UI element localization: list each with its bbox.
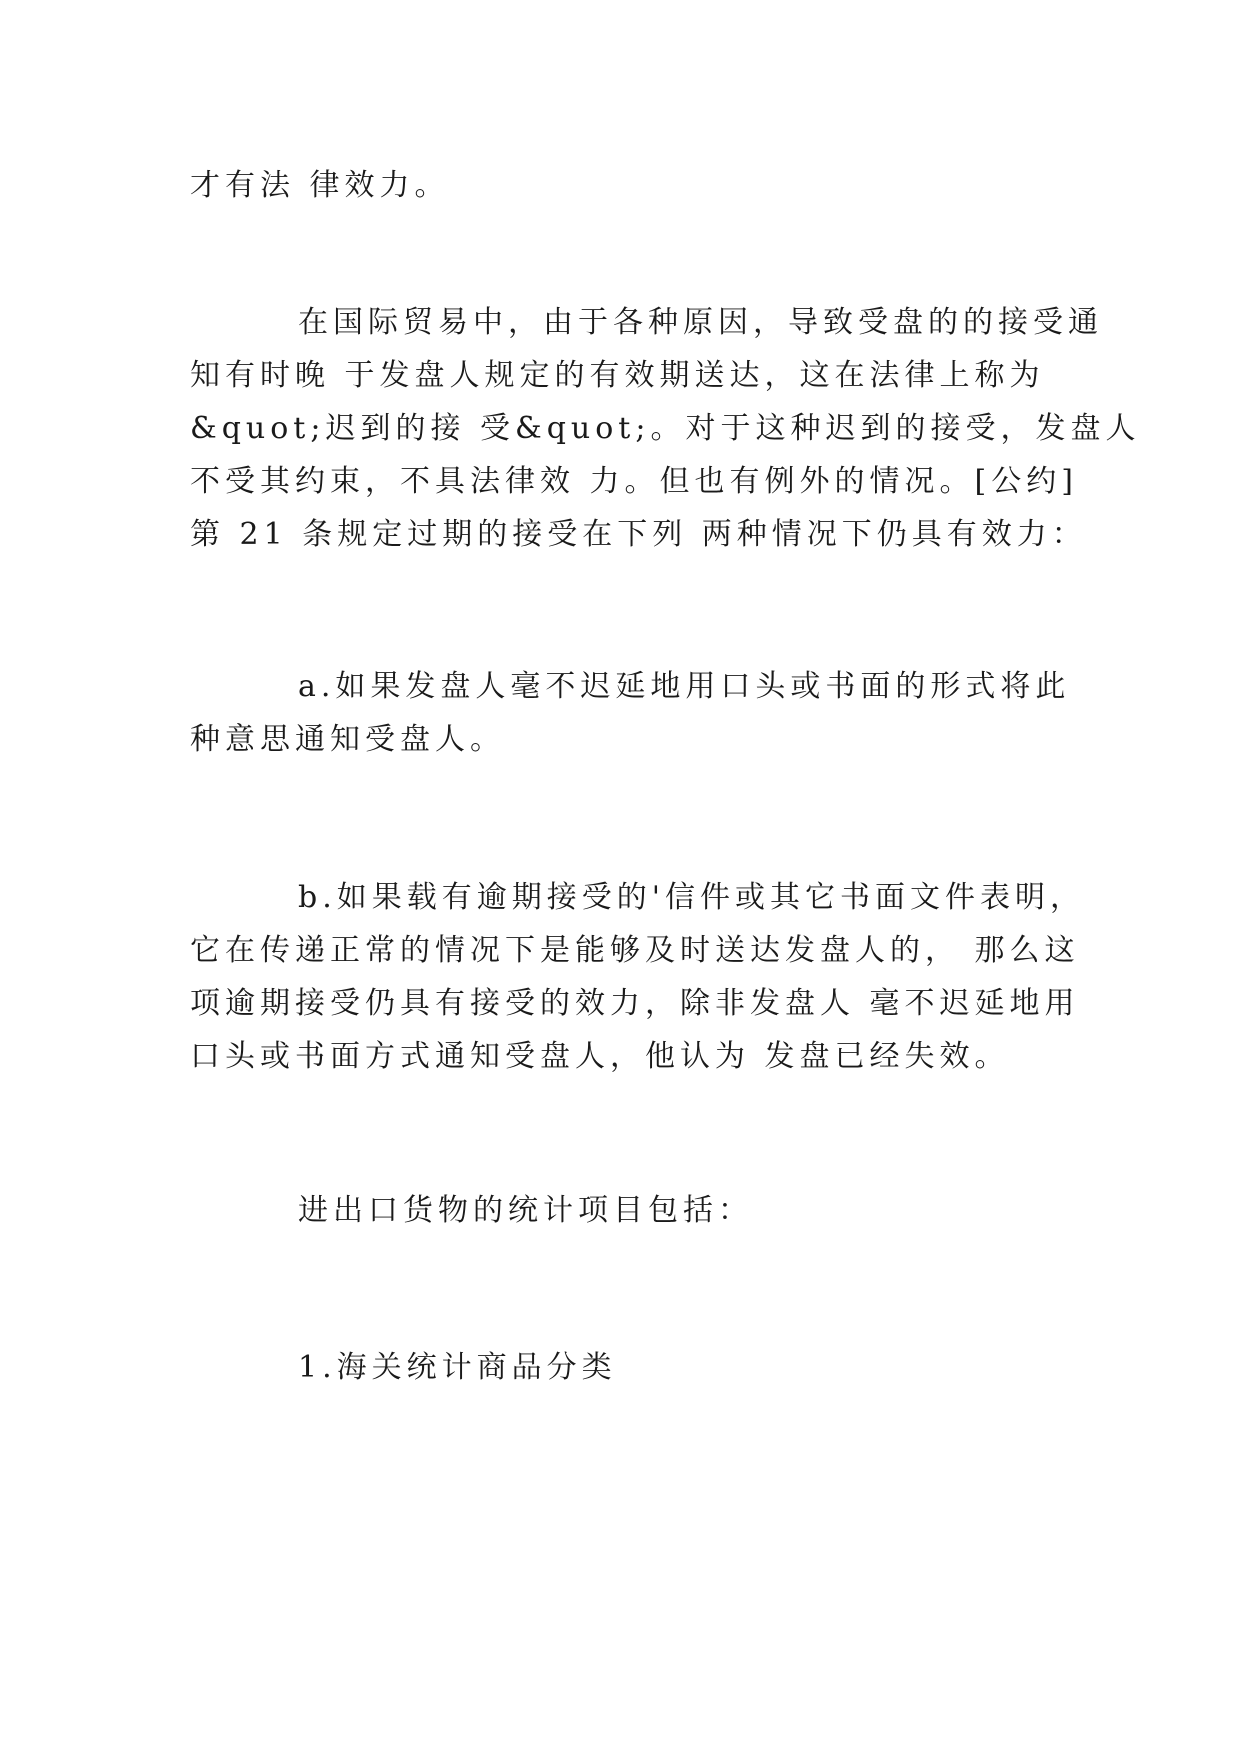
paragraph-line: 进出口货物的统计项目包括： (298, 1193, 753, 1228)
paragraph-line: 第 21 条规定过期的接受在下列 两种情况下仍具有效力： (190, 517, 1087, 552)
paragraph-line: 不受其约束，不具法律效 力。但也有例外的情况。[公约] (190, 464, 1078, 499)
paragraph-line: 它在传递正常的情况下是能够及时送达发盘人的， 那么这 (190, 933, 1080, 968)
paragraph-line: 1.海关统计商品分类 (298, 1350, 617, 1385)
paragraph-line: 才有法 律效力。 (190, 168, 450, 203)
paragraph-line: 知有时晚 于发盘人规定的有效期送达，这在法律上称为 (190, 358, 1045, 393)
paragraph-line: a.如果发盘人毫不迟延地用口头或书面的形式将此 (298, 669, 1071, 704)
paragraph-line: &quot;迟到的接 受&quot;。对于这种迟到的接受，发盘人 (190, 411, 1141, 446)
paragraph-line: 在国际贸易中，由于各种原因，导致受盘的的接受通 (298, 305, 1103, 340)
paragraph-line: 项逾期接受仍具有接受的效力，除非发盘人 毫不迟延地用 (190, 986, 1080, 1021)
paragraph-line: 种意思通知受盘人。 (190, 722, 505, 757)
paragraph-line: b.如果载有逾期接受的'信件或其它书面文件表明， (298, 880, 1085, 915)
paragraph-line: 口头或书面方式通知受盘人，他认为 发盘已经失效。 (190, 1039, 1010, 1074)
